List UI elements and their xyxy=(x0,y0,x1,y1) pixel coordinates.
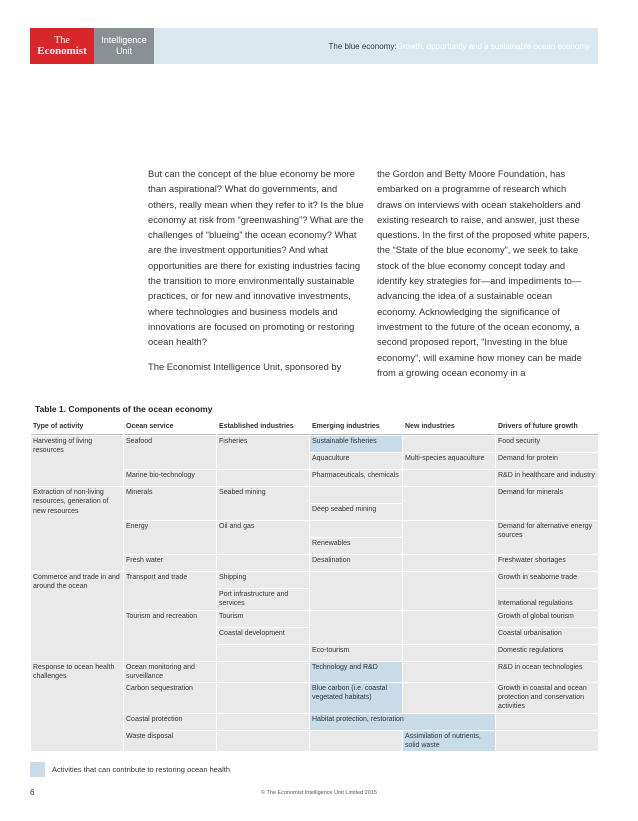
table-cell: Growth in coastal and ocean protection and conservation activities xyxy=(496,683,598,713)
copyright-notice: © The Economist Intelligence Unit Limited 2015 xyxy=(261,790,377,796)
table-header-row xyxy=(31,420,598,435)
table-cell-highlighted: Habitat protection, restoration xyxy=(310,714,495,730)
table-cell: Freshwater shortages xyxy=(496,555,598,571)
table-cell: Minerals xyxy=(124,487,216,520)
table-caption: Table 1. Components of the ocean economy xyxy=(35,404,213,414)
table-cell xyxy=(310,731,402,751)
table-legend xyxy=(30,762,230,777)
col-header-established-industries: Established industries xyxy=(217,420,309,435)
table-cell: Demand for minerals xyxy=(496,487,598,520)
col-header-ocean-service: Ocean service xyxy=(124,420,216,435)
table-cell: Desalination xyxy=(310,555,402,571)
table-cell: Waste disposal xyxy=(124,731,216,751)
table-cell: Shipping xyxy=(217,572,309,588)
table-cell xyxy=(403,662,495,682)
table-cell: Multi-species aquaculture xyxy=(403,453,495,469)
table-cell xyxy=(403,611,495,644)
table-cell xyxy=(403,555,495,571)
table-cell xyxy=(310,521,402,537)
table-cell xyxy=(217,645,309,661)
table-cell: Tourism xyxy=(217,611,309,627)
table-cell: Seafood xyxy=(124,436,216,469)
legend-swatch xyxy=(30,762,45,777)
table-cell xyxy=(310,611,402,644)
table-cell xyxy=(403,683,495,713)
table-cell: Coastal protection xyxy=(124,714,216,730)
ocean-economy-table xyxy=(30,419,599,752)
paragraph: But can the concept of the blue economy be more than aspirational? What do governments, and others, really mean when they refer to it? Is the blue economy at risk from “greenwashing”? What are the challenges of “blueing” the ocean economy? What are the investment opportunities? And what opportunities are there for existing industries facing the transition to more environmentally sustainable practices, or for new and innovative investments, where technologies and business models and innovations are focused on promoting or restoring ocean health? xyxy=(148,168,364,348)
paragraph: the Gordon and Betty Moore Foundation, has embarked on a programme of research which draws on interviews with ocean stakeholders and existing research to raise, and answer, just these questions. In the first of the proposed white papers, the “State of the blue economy”, we seek to take stock of the blue economy concept today and identify key strategies for—and impediments to—advancing the idea of a sustainable ocean economy. Acknowledging the significance of investment to the future of the ocean economy, a second proposed report, “Investing in the blue economy”, will examine how money can be made from a growing ocean economy in a xyxy=(377,168,590,378)
unit-line2: Unit xyxy=(115,46,132,56)
table-cell: Food security xyxy=(496,436,598,452)
table-cell xyxy=(403,645,495,661)
table-cell: Port infrastructure and services xyxy=(217,589,309,609)
table-cell xyxy=(403,521,495,554)
table-cell: Harvesting of living resources xyxy=(31,436,123,486)
table-cell xyxy=(496,714,598,730)
table-cell: Demand for protein xyxy=(496,453,598,469)
table-cell: Response to ocean health challenges xyxy=(31,662,123,751)
table-cell xyxy=(217,731,309,751)
intelligence-unit-logo xyxy=(94,28,154,64)
table-cell: R&D in healthcare and industry xyxy=(496,470,598,486)
table-cell: Coastal development xyxy=(217,628,309,644)
table-cell xyxy=(403,470,495,486)
table-cell: Pharmaceuticals, chemicals xyxy=(310,470,402,486)
table-cell: R&D in ocean technologies xyxy=(496,662,598,682)
table-cell: Extraction of non-living resources, generation of new resources xyxy=(31,487,123,571)
table-cell: Aquaculture xyxy=(310,453,402,469)
table-cell: Fresh water xyxy=(124,555,216,571)
table-cell: Transport and trade xyxy=(124,572,216,609)
report-title-part2: Growth, opportunity and a sustainable ocean economy xyxy=(396,41,590,51)
legend-label: Activities that can contribute to restoring ocean health xyxy=(52,765,231,774)
table-cell: Growth in seaborne trade xyxy=(496,572,598,588)
table-cell xyxy=(403,436,495,452)
table-row xyxy=(31,662,598,682)
table-cell: Carbon sequestration xyxy=(124,683,216,713)
table-cell: Seabed mining xyxy=(217,487,309,520)
table-cell: Deep seabed mining xyxy=(310,504,402,520)
table-cell xyxy=(217,662,309,682)
page-header xyxy=(30,28,598,64)
table-cell xyxy=(217,555,309,571)
table-cell-highlighted: Sustainable fisheries xyxy=(310,436,402,452)
col-header-drivers-of-growth: Drivers of future growth xyxy=(496,420,598,435)
report-title-bar xyxy=(154,28,598,64)
table-cell-highlighted: Assimilation of nutrients, solid waste xyxy=(403,731,495,751)
body-column-left xyxy=(148,166,364,383)
table-cell xyxy=(496,731,598,751)
page-number: 6 xyxy=(30,788,35,797)
table-cell: Tourism and recreation xyxy=(124,611,216,661)
table-cell: Ocean monitoring and surveillance xyxy=(124,662,216,682)
table-cell: Demand for alternative energy sources xyxy=(496,521,598,554)
table-cell: Commerce and trade in and around the ocean xyxy=(31,572,123,660)
logo-line2: Economist xyxy=(37,45,87,57)
table-cell xyxy=(217,683,309,713)
table-row xyxy=(31,436,598,452)
table-cell xyxy=(403,487,495,520)
table-cell: Coastal urbanisation xyxy=(496,628,598,644)
table-cell xyxy=(310,572,402,609)
table-row xyxy=(31,572,598,588)
col-header-new-industries: New industries xyxy=(403,420,495,435)
table-cell: Growth of global tourism xyxy=(496,611,598,627)
table-cell xyxy=(310,487,402,503)
table-cell xyxy=(217,714,309,730)
unit-line1: Intelligence xyxy=(101,35,147,45)
table-row xyxy=(31,487,598,503)
economist-logo xyxy=(30,28,94,64)
table-cell: Renewables xyxy=(310,538,402,554)
table-cell: Domestic regulations xyxy=(496,645,598,661)
table-cell: Oil and gas xyxy=(217,521,309,554)
table-cell xyxy=(403,572,495,609)
col-header-type-of-activity: Type of activity xyxy=(31,420,123,435)
logo-line1: The xyxy=(54,35,70,46)
table-cell: Eco-tourism xyxy=(310,645,402,661)
table-cell: International regulations xyxy=(496,589,598,609)
table-cell-highlighted: Blue carbon (i.e. coastal vegetated habitats) xyxy=(310,683,402,713)
table-cell: Fisheries xyxy=(217,436,309,469)
body-column-right xyxy=(377,166,593,389)
report-title-part1: The blue economy: xyxy=(328,41,397,51)
table-cell: Energy xyxy=(124,521,216,554)
table-cell xyxy=(217,470,309,486)
col-header-emerging-industries: Emerging industries xyxy=(310,420,402,435)
paragraph: The Economist Intelligence Unit, sponsored by xyxy=(148,360,342,372)
table-cell: Marine bio-technology xyxy=(124,470,216,486)
table-cell-highlighted: Technology and R&D xyxy=(310,662,402,682)
